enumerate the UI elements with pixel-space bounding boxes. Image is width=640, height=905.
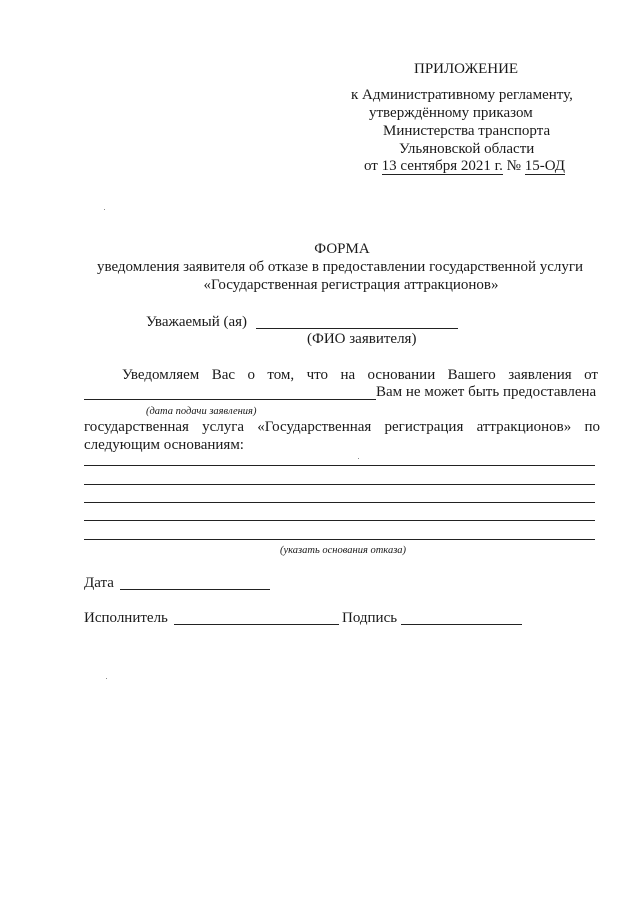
reason-line[interactable] bbox=[84, 465, 595, 466]
body-line-3 bbox=[84, 418, 600, 436]
body-word: по bbox=[584, 419, 600, 435]
appendix-title: ПРИЛОЖЕНИЕ bbox=[414, 61, 519, 77]
signature-label: Подпись bbox=[342, 610, 398, 626]
body-word: аттракционов» bbox=[476, 419, 572, 435]
body-word: регистрация bbox=[384, 419, 464, 435]
body-word: государственная bbox=[84, 419, 189, 435]
signature-field[interactable] bbox=[401, 624, 522, 625]
date-prefix: от bbox=[364, 158, 378, 174]
header-line-2: утверждённому приказом bbox=[369, 105, 533, 121]
scan-speck bbox=[106, 678, 107, 679]
reasons-hint: (указать основания отказа) bbox=[280, 545, 407, 556]
date-label: Дата bbox=[84, 575, 114, 591]
reason-line[interactable] bbox=[84, 520, 595, 521]
body-word: заявления bbox=[508, 367, 572, 383]
order-number: 15-ОД bbox=[524, 158, 566, 174]
body-line-1 bbox=[122, 366, 598, 384]
number-prefix: № bbox=[506, 158, 521, 174]
body-word: Уведомляем bbox=[122, 367, 200, 383]
header-line-3: Министерства транспорта bbox=[383, 123, 551, 139]
scan-speck bbox=[358, 458, 359, 459]
body-word: том, bbox=[267, 367, 295, 383]
body-word: что bbox=[306, 367, 329, 383]
body-word: Вашего bbox=[447, 367, 496, 383]
body-line-2: Вам не может быть предоставлена bbox=[376, 384, 597, 400]
order-date: 13 сентября 2021 г. bbox=[381, 158, 503, 174]
executor-label: Исполнитель bbox=[84, 610, 168, 626]
reason-line[interactable] bbox=[84, 484, 595, 485]
form-subtitle-2: «Государственная регистрация аттракционов» bbox=[203, 277, 499, 293]
application-date-hint: (дата подачи заявления) bbox=[146, 406, 257, 417]
scan-speck bbox=[104, 209, 105, 210]
body-word: на bbox=[340, 367, 356, 383]
body-word: услуга bbox=[202, 419, 245, 435]
date-field[interactable] bbox=[120, 589, 270, 590]
reason-line[interactable] bbox=[84, 539, 595, 540]
applicant-name-field[interactable] bbox=[256, 328, 458, 329]
body-word: «Государственная bbox=[257, 419, 372, 435]
reason-line[interactable] bbox=[84, 502, 595, 503]
application-date-field[interactable] bbox=[84, 399, 376, 400]
body-word: Вас bbox=[211, 367, 236, 383]
form-subtitle-1: уведомления заявителя об отказе в предоставлении государственной услуги bbox=[96, 259, 584, 275]
greeting-label: Уважаемый (ая) bbox=[146, 314, 248, 330]
body-word: основании bbox=[367, 367, 436, 383]
body-word: о bbox=[247, 367, 255, 383]
executor-field[interactable] bbox=[174, 624, 339, 625]
applicant-name-hint: (ФИО заявителя) bbox=[307, 331, 417, 347]
header-date-line bbox=[364, 157, 565, 175]
header-line-1: к Административному регламенту, bbox=[351, 87, 573, 103]
header-line-4: Ульяновской области bbox=[399, 141, 535, 157]
body-line-4: следующим основаниям: bbox=[84, 437, 244, 453]
form-title: ФОРМА bbox=[314, 241, 370, 257]
body-word: от bbox=[584, 367, 598, 383]
